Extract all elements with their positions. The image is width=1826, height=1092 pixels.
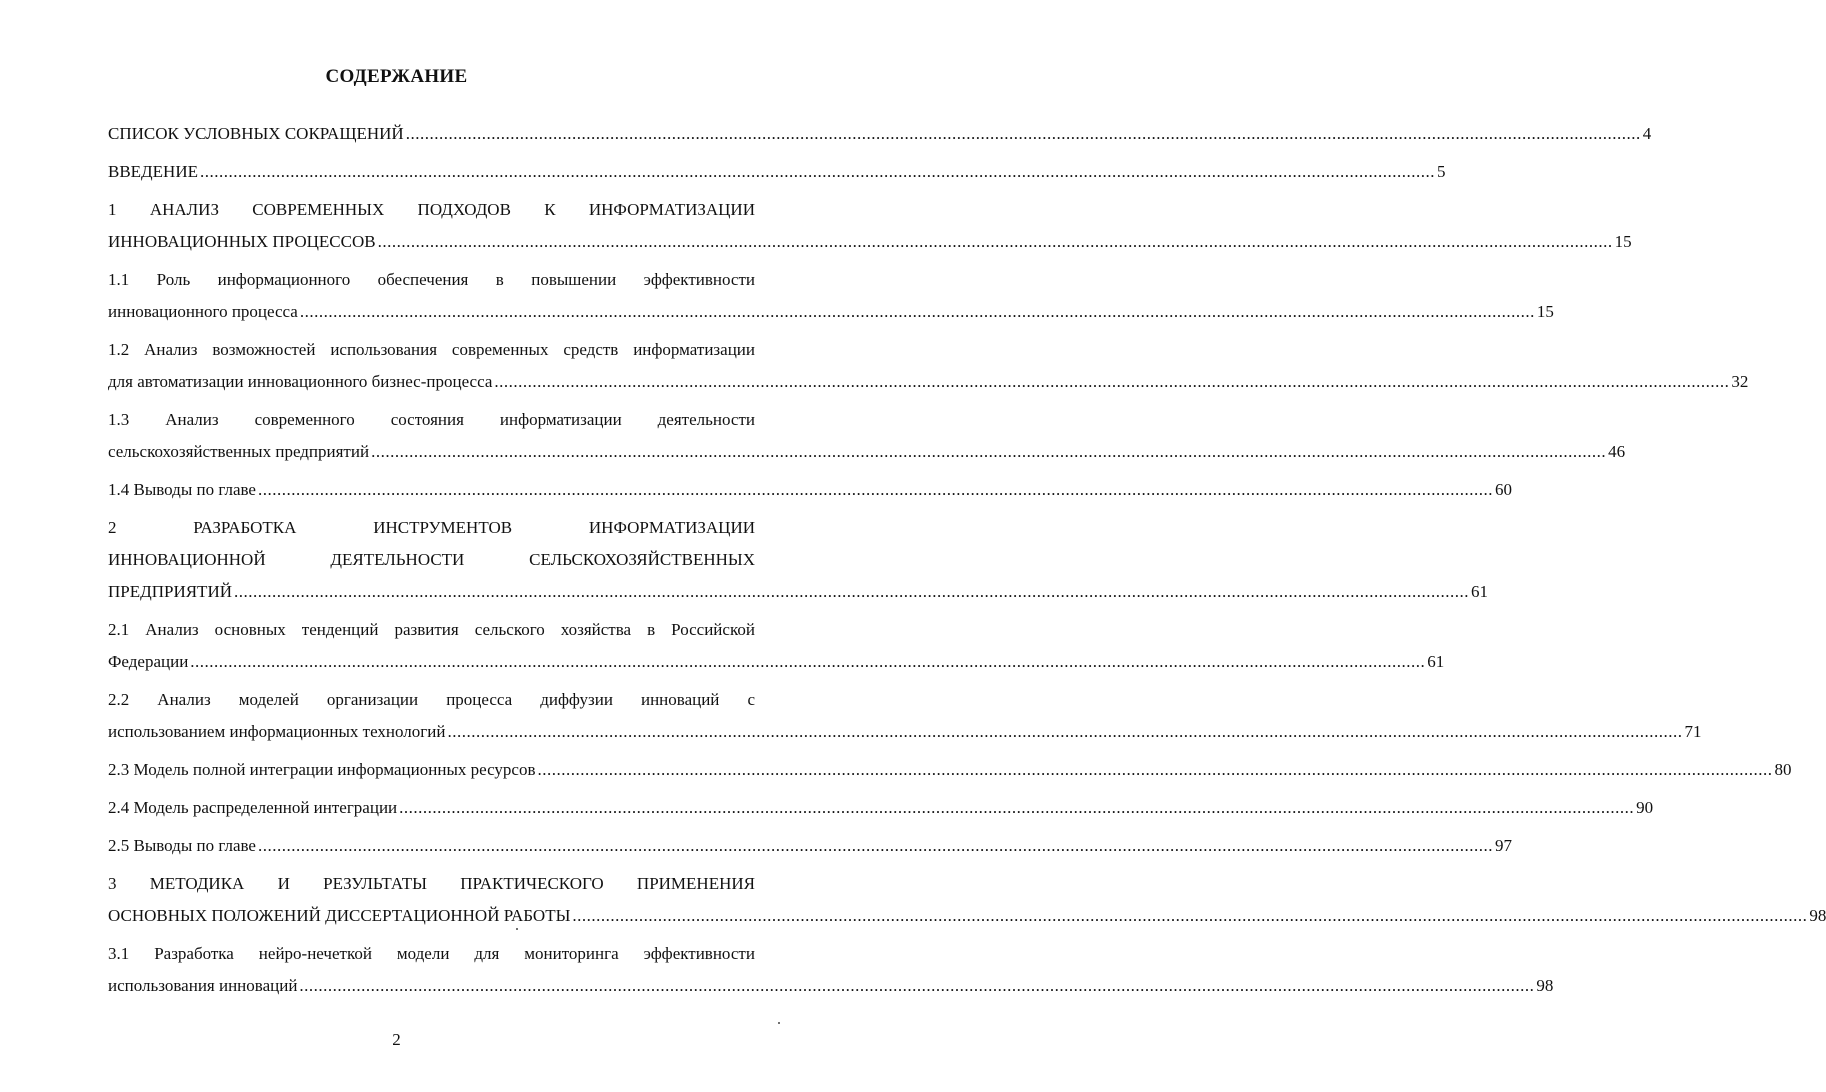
toc-word: ИНФОРМАТИЗАЦИИ — [588, 200, 755, 219]
toc-word: хозяйства — [560, 620, 632, 639]
toc-page-number: 98 — [1536, 976, 1554, 995]
toc-entry — [108, 512, 1488, 608]
toc-word: РАЗРАБОТКА — [193, 518, 297, 537]
toc-word: К — [544, 200, 556, 219]
toc-entry-text: 1.4 Выводы по главе — [108, 480, 256, 499]
toc-word: эффективности — [643, 270, 755, 289]
toc-word: информатизации — [499, 410, 622, 429]
toc-word: СЕЛЬСКОХОЗЯЙСТВЕННЫХ — [529, 550, 755, 569]
toc-word: МЕТОДИКА — [149, 874, 245, 893]
toc-leader-dots: .................................................................................................................................................................................................................................................................... — [257, 836, 1493, 855]
toc-entry-line — [108, 194, 755, 226]
toc-word: 1 — [108, 200, 117, 219]
toc-page-number: 97 — [1494, 836, 1512, 855]
toc-entry — [108, 792, 1654, 824]
toc-word: Российской — [671, 620, 755, 639]
toc-entry — [108, 868, 1826, 932]
toc-entry-text: Федерации — [108, 652, 189, 671]
toc-entry — [108, 156, 1446, 188]
toc-leader-dots: .................................................................................................................................................................................................................................................................... — [371, 442, 1607, 461]
toc-entry-line — [108, 938, 755, 970]
toc-word: сельского — [474, 620, 545, 639]
toc-entry-last-line — [108, 900, 1826, 932]
toc-leader-dots: .................................................................................................................................................................................................................................................................... — [447, 722, 1683, 741]
toc-word: ИННОВАЦИОННОЙ — [108, 550, 266, 569]
toc-word: информационного — [217, 270, 351, 289]
toc-word: 3.1 — [108, 944, 130, 963]
toc-leader-dots: .................................................................................................................................................................................................................................................................... — [299, 302, 1535, 321]
toc-page-number: 61 — [1471, 582, 1488, 601]
toc-entry-text: 2.4 Модель распределенной интеграции — [108, 798, 398, 817]
toc-entry-last-line — [108, 970, 1554, 1002]
toc-entry-line — [108, 264, 755, 296]
toc-word: современного — [254, 410, 355, 429]
toc-word: современных — [451, 340, 549, 359]
toc-entry-text: ПРЕДПРИЯТИЙ — [108, 582, 232, 601]
toc-word: 2 — [108, 518, 117, 537]
toc-word: ПРИМЕНЕНИЯ — [636, 874, 755, 893]
toc-word: нейро-нечеткой — [258, 944, 372, 963]
toc-word: ПОДХОДОВ — [417, 200, 511, 219]
toc-entry-last-line — [108, 646, 1445, 678]
toc-title: СОДЕРЖАНИЕ — [325, 66, 468, 87]
toc-page-number: 5 — [1436, 162, 1446, 181]
toc-word: в — [495, 270, 504, 289]
toc-entry-text: 2.3 Модель полной интеграции информационных ресурсов — [108, 760, 536, 779]
toc-entry-last-line — [108, 296, 1554, 328]
toc-leader-dots: .................................................................................................................................................................................................................................................................... — [234, 582, 1469, 601]
toc-word: Анализ — [157, 690, 211, 709]
toc-word: Анализ — [165, 410, 219, 429]
toc-entry — [108, 194, 1632, 258]
toc-word: ДЕЯТЕЛЬНОСТИ — [330, 550, 465, 569]
page-number: 2 — [392, 1030, 401, 1049]
toc-entry — [108, 334, 1749, 398]
toc-word: Разработка — [154, 944, 234, 963]
toc-entry — [108, 404, 1626, 468]
toc-word: 2.1 — [108, 620, 130, 639]
toc-leader-dots: .................................................................................................................................................................................................................................................................... — [257, 480, 1493, 499]
toc-word: ПРАКТИЧЕСКОГО — [460, 874, 604, 893]
toc-entry-last-line — [108, 754, 1792, 786]
toc-entry-line — [108, 512, 755, 544]
toc-entry-text: инновационного процесса — [108, 302, 298, 321]
toc-page-number: 90 — [1636, 798, 1654, 817]
toc-entry-line — [108, 544, 755, 576]
toc-word: СОВРЕМЕННЫХ — [252, 200, 385, 219]
toc-word: деятельности — [657, 410, 755, 429]
toc-word: с — [747, 690, 755, 709]
toc-word: АНАЛИЗ — [149, 200, 219, 219]
toc-word: ИНФОРМАТИЗАЦИИ — [588, 518, 755, 537]
toc-word: возможностей — [212, 340, 316, 359]
toc-word: тенденций — [301, 620, 379, 639]
toc-entry — [108, 118, 1652, 150]
toc-page-number: 46 — [1608, 442, 1626, 461]
table-of-contents — [108, 118, 1826, 1002]
toc-entry-line — [108, 614, 755, 646]
toc-entry-text: ВВЕДЕНИЕ — [108, 162, 198, 181]
toc-entry-text: СПИСОК УСЛОВНЫХ СОКРАЩЕНИЙ — [108, 124, 404, 143]
toc-entry-last-line — [108, 716, 1702, 748]
toc-word: обеспечения — [377, 270, 469, 289]
toc-leader-dots: .................................................................................................................................................................................................................................................................... — [405, 124, 1641, 143]
toc-word: Анализ — [144, 340, 198, 359]
toc-leader-dots: .................................................................................................................................................................................................................................................................... — [572, 906, 1808, 925]
toc-page-number: 98 — [1809, 906, 1826, 925]
toc-entry-text: использования инноваций — [108, 976, 298, 995]
toc-entry-last-line — [108, 792, 1654, 824]
toc-page-number: 61 — [1427, 652, 1445, 671]
toc-leader-dots: .................................................................................................................................................................................................................................................................... — [399, 798, 1635, 817]
scan-speck — [778, 1022, 780, 1024]
toc-leader-dots: .................................................................................................................................................................................................................................................................... — [494, 372, 1730, 391]
toc-entry-line — [108, 404, 755, 436]
toc-leader-dots: .................................................................................................................................................................................................................................................................... — [199, 162, 1435, 181]
toc-word: ИНСТРУМЕНТОВ — [373, 518, 513, 537]
toc-entry — [108, 754, 1792, 786]
toc-page-number: 32 — [1731, 372, 1749, 391]
toc-page-number: 71 — [1684, 722, 1702, 741]
toc-entry-last-line — [108, 118, 1652, 150]
toc-entry — [108, 830, 1512, 862]
toc-entry-text: ИННОВАЦИОННЫХ ПРОЦЕССОВ — [108, 232, 376, 251]
toc-word: основных — [214, 620, 286, 639]
toc-word: И — [277, 874, 290, 893]
toc-word: Анализ — [145, 620, 199, 639]
toc-leader-dots: .................................................................................................................................................................................................................................................................... — [299, 976, 1535, 995]
toc-word: в — [647, 620, 656, 639]
toc-word: 1.3 — [108, 410, 130, 429]
toc-entry-text: для автоматизации инновационного бизнес-процесса — [108, 372, 493, 391]
toc-entry-text: 2.5 Выводы по главе — [108, 836, 256, 855]
toc-page-number: 15 — [1614, 232, 1632, 251]
toc-entry — [108, 264, 1554, 328]
toc-word: эффективности — [643, 944, 755, 963]
toc-entry-text: использованием информационных технологий — [108, 722, 446, 741]
toc-entry-last-line — [108, 436, 1626, 468]
toc-entry — [108, 684, 1702, 748]
toc-word: средств — [563, 340, 619, 359]
toc-page-number: 15 — [1536, 302, 1554, 321]
toc-entry-last-line — [108, 226, 1632, 258]
toc-word: использования — [330, 340, 438, 359]
toc-word: Роль — [156, 270, 191, 289]
toc-entry-line — [108, 684, 755, 716]
toc-word: РЕЗУЛЬТАТЫ — [323, 874, 427, 893]
toc-entry-text: ОСНОВНЫХ ПОЛОЖЕНИЙ ДИССЕРТАЦИОННОЙ РАБОТЫ — [108, 906, 571, 925]
toc-entry-last-line — [108, 576, 1488, 608]
toc-word: информатизации — [633, 340, 755, 359]
toc-word: мониторинга — [524, 944, 619, 963]
toc-page-number: 60 — [1494, 480, 1512, 499]
toc-word: для — [474, 944, 500, 963]
toc-leader-dots: .................................................................................................................................................................................................................................................................... — [190, 652, 1426, 671]
toc-entry-last-line — [108, 156, 1446, 188]
toc-entry-line — [108, 868, 755, 900]
toc-page-number: 4 — [1642, 124, 1652, 143]
toc-word: 2.2 — [108, 690, 130, 709]
toc-word: повышении — [531, 270, 617, 289]
toc-entry-last-line — [108, 366, 1749, 398]
toc-entry-last-line — [108, 830, 1512, 862]
toc-entry-text: сельскохозяйственных предприятий — [108, 442, 370, 461]
toc-entry — [108, 938, 1554, 1002]
toc-word: моделей — [238, 690, 299, 709]
toc-word: состояния — [390, 410, 464, 429]
toc-word: 1.1 — [108, 270, 130, 289]
toc-word: диффузии — [540, 690, 613, 709]
toc-entry-line — [108, 334, 755, 366]
toc-page-number: 80 — [1774, 760, 1792, 779]
toc-word: развития — [394, 620, 459, 639]
toc-entry-last-line — [108, 474, 1512, 506]
toc-entry — [108, 614, 1445, 678]
toc-word: 1.2 — [108, 340, 130, 359]
toc-word: 3 — [108, 874, 117, 893]
scan-speck — [516, 928, 518, 930]
toc-word: модели — [396, 944, 450, 963]
toc-entry — [108, 474, 1512, 506]
toc-leader-dots: .................................................................................................................................................................................................................................................................... — [377, 232, 1613, 251]
toc-word: процесса — [446, 690, 513, 709]
toc-word: инноваций — [640, 690, 720, 709]
toc-word: организации — [326, 690, 419, 709]
toc-leader-dots: .................................................................................................................................................................................................................................................................... — [537, 760, 1773, 779]
